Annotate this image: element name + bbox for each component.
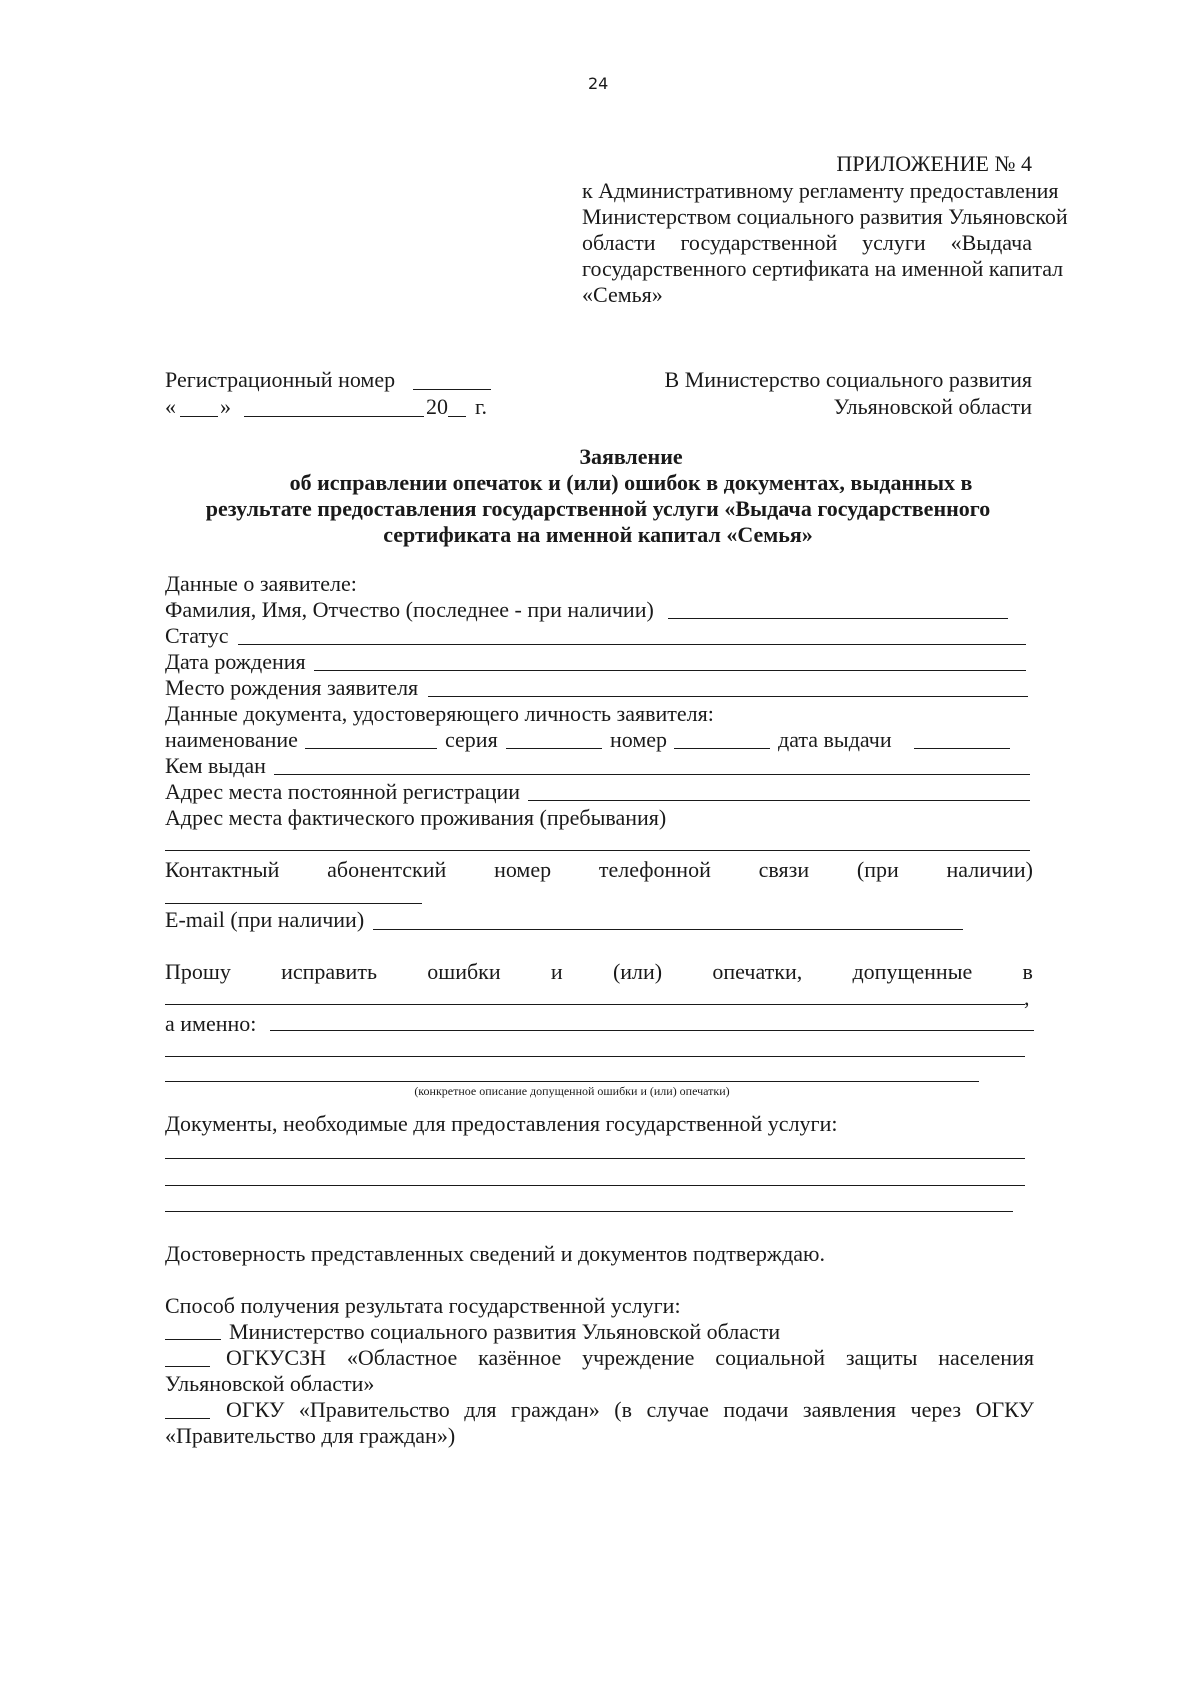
namely-field-2[interactable] bbox=[165, 1056, 1025, 1057]
reg-address-field[interactable] bbox=[528, 800, 1030, 801]
date-open-quote: « bbox=[165, 394, 176, 419]
doc-series-field[interactable] bbox=[506, 748, 602, 749]
delivery-option-2-cont: Ульяновской области» bbox=[165, 1371, 375, 1396]
documents-field-2[interactable] bbox=[165, 1185, 1025, 1186]
birth-date-field[interactable] bbox=[314, 670, 1026, 671]
date-close-quote: » bbox=[220, 394, 231, 419]
option2-word: ОГКУСЗН bbox=[226, 1345, 326, 1370]
option3-word: (в bbox=[614, 1397, 632, 1422]
option3-word: граждан» bbox=[511, 1397, 600, 1422]
request-word: ошибки bbox=[427, 959, 501, 984]
request-line bbox=[165, 958, 1033, 986]
option3-word: заявления bbox=[802, 1397, 896, 1422]
option2-word: социальной bbox=[715, 1345, 826, 1370]
date-year-field[interactable] bbox=[448, 416, 466, 417]
option2-word: населения bbox=[938, 1345, 1034, 1370]
request-word: опечатки, bbox=[712, 959, 803, 984]
applicant-section-label: Данные о заявителе: bbox=[165, 571, 357, 596]
doc-series-label: серия bbox=[445, 727, 498, 752]
phone-word: номер bbox=[494, 857, 552, 882]
appendix-title: ПРИЛОЖЕНИЕ № 4 bbox=[836, 151, 1032, 176]
issued-by-label: Кем выдан bbox=[165, 753, 266, 778]
documents-field-3[interactable] bbox=[165, 1211, 1013, 1212]
doc-name-field[interactable] bbox=[305, 748, 437, 749]
actual-address-label: Адрес места фактического проживания (пребывания) bbox=[165, 805, 667, 830]
issued-by-field[interactable] bbox=[274, 774, 1030, 775]
delivery-label: Способ получения результата государственной услуги: bbox=[165, 1293, 681, 1318]
option3-word: случае bbox=[646, 1397, 709, 1422]
birth-place-label: Место рождения заявителя bbox=[165, 675, 419, 700]
delivery-option-3-mark[interactable] bbox=[165, 1418, 210, 1419]
phone-word: наличии) bbox=[946, 857, 1033, 882]
registration-number-label: Регистрационный номер bbox=[165, 367, 396, 392]
option3-word: через bbox=[910, 1397, 962, 1422]
heading-line-1: об исправлении опечаток и (или) ошибок в документах, выданных в bbox=[289, 470, 973, 495]
heading-title: Заявление bbox=[579, 444, 683, 469]
phone-word: связи bbox=[758, 857, 810, 882]
status-field[interactable] bbox=[238, 644, 1026, 645]
delivery-option-2 bbox=[226, 1344, 1034, 1372]
delivery-option-2-mark[interactable] bbox=[165, 1366, 210, 1367]
request-word: (или) bbox=[612, 959, 663, 984]
reg-address-label: Адрес места постоянной регистрации bbox=[165, 779, 521, 804]
doc-issue-date-label: дата выдачи bbox=[778, 727, 892, 752]
recipient-line-2: Ульяновской области bbox=[833, 394, 1032, 419]
request-word: допущенные bbox=[852, 959, 973, 984]
heading-line-3: сертификата на именной капитал «Семья» bbox=[383, 522, 813, 547]
option2-word: «Областное bbox=[346, 1345, 458, 1370]
documents-field-1[interactable] bbox=[165, 1158, 1025, 1159]
heading-line-2: результате предоставления государственной услуги «Выдача государственного bbox=[205, 496, 991, 521]
namely-field-3[interactable] bbox=[165, 1081, 979, 1082]
fio-label: Фамилия, Имя, Отчество (последнее - при наличии) bbox=[165, 597, 654, 622]
appendix-word: области bbox=[582, 230, 656, 255]
birth-place-field[interactable] bbox=[428, 696, 1028, 697]
appendix-word: «Выдача bbox=[950, 230, 1032, 255]
option2-word: учреждение bbox=[582, 1345, 695, 1370]
fio-field[interactable] bbox=[668, 618, 1008, 619]
doc-issue-date-field[interactable] bbox=[914, 748, 1010, 749]
option3-word: для bbox=[464, 1397, 497, 1422]
appendix-line-1: к Административному регламенту предоставления bbox=[582, 178, 1059, 203]
page-number: 24 bbox=[588, 74, 609, 93]
doc-number-label: номер bbox=[610, 727, 668, 752]
request-word: и bbox=[550, 959, 563, 984]
appendix-line-2: Министерством социального развития Ульяновской bbox=[582, 204, 1068, 229]
delivery-option-3 bbox=[226, 1396, 1034, 1424]
option2-word: защиты bbox=[845, 1345, 918, 1370]
namely-label: а именно: bbox=[165, 1011, 257, 1036]
date-year-prefix: 20 bbox=[426, 394, 448, 419]
option3-word: «Правительство bbox=[298, 1397, 450, 1422]
option2-word: казённое bbox=[478, 1345, 562, 1370]
date-month-field[interactable] bbox=[244, 416, 424, 417]
actual-address-field[interactable] bbox=[165, 850, 1030, 851]
email-field[interactable] bbox=[373, 929, 963, 930]
appendix-word: государственной bbox=[680, 230, 838, 255]
birth-date-label: Дата рождения bbox=[165, 649, 306, 674]
recipient-line-1: В Министерство социального развития bbox=[664, 367, 1032, 392]
appendix-line-3 bbox=[582, 229, 1032, 257]
document-name-field[interactable] bbox=[165, 1004, 1025, 1005]
phone-word: (при bbox=[856, 857, 899, 882]
confirmation-text: Достоверность представленных сведений и документов подтверждаю. bbox=[165, 1241, 825, 1266]
appendix-line-4: государственного сертификата на именной капитал bbox=[582, 256, 1064, 281]
delivery-option-1-mark[interactable] bbox=[165, 1339, 221, 1340]
doc-name-label: наименование bbox=[165, 727, 298, 752]
option3-word: ОГКУ bbox=[226, 1397, 285, 1422]
request-word: в bbox=[1022, 959, 1033, 984]
status-label: Статус bbox=[165, 623, 229, 648]
option3-word: подачи bbox=[723, 1397, 789, 1422]
delivery-option-3-cont: «Правительство для граждан») bbox=[165, 1423, 456, 1448]
appendix-line-5: «Семья» bbox=[582, 282, 663, 307]
delivery-option-1: Министерство социального развития Ульяновской области bbox=[229, 1319, 781, 1344]
email-label: E-mail (при наличии) bbox=[165, 907, 365, 932]
request-word: исправить bbox=[281, 959, 377, 984]
date-day-field[interactable] bbox=[180, 416, 218, 417]
request-word: Прошу bbox=[165, 959, 231, 984]
id-document-label: Данные документа, удостоверяющего личность заявителя: bbox=[165, 701, 714, 726]
date-year-suffix: г. bbox=[475, 394, 488, 419]
namely-field-1[interactable] bbox=[270, 1030, 1034, 1031]
appendix-word: услуги bbox=[862, 230, 926, 255]
phone-word: абонентский bbox=[327, 857, 447, 882]
documents-label: Документы, необходимые для предоставления государственной услуги: bbox=[165, 1111, 838, 1136]
description-caption: (конкретное описание допущенной ошибки и (или) опечатки) bbox=[414, 1084, 730, 1098]
phone-label bbox=[165, 856, 1033, 884]
phone-field[interactable] bbox=[165, 903, 422, 904]
option3-word: ОГКУ bbox=[975, 1397, 1034, 1422]
phone-word: Контактный bbox=[165, 857, 280, 882]
doc-number-field[interactable] bbox=[674, 748, 770, 749]
registration-number-field[interactable] bbox=[413, 389, 491, 390]
request-comma: , bbox=[1024, 985, 1030, 1010]
phone-word: телефонной bbox=[598, 857, 711, 882]
